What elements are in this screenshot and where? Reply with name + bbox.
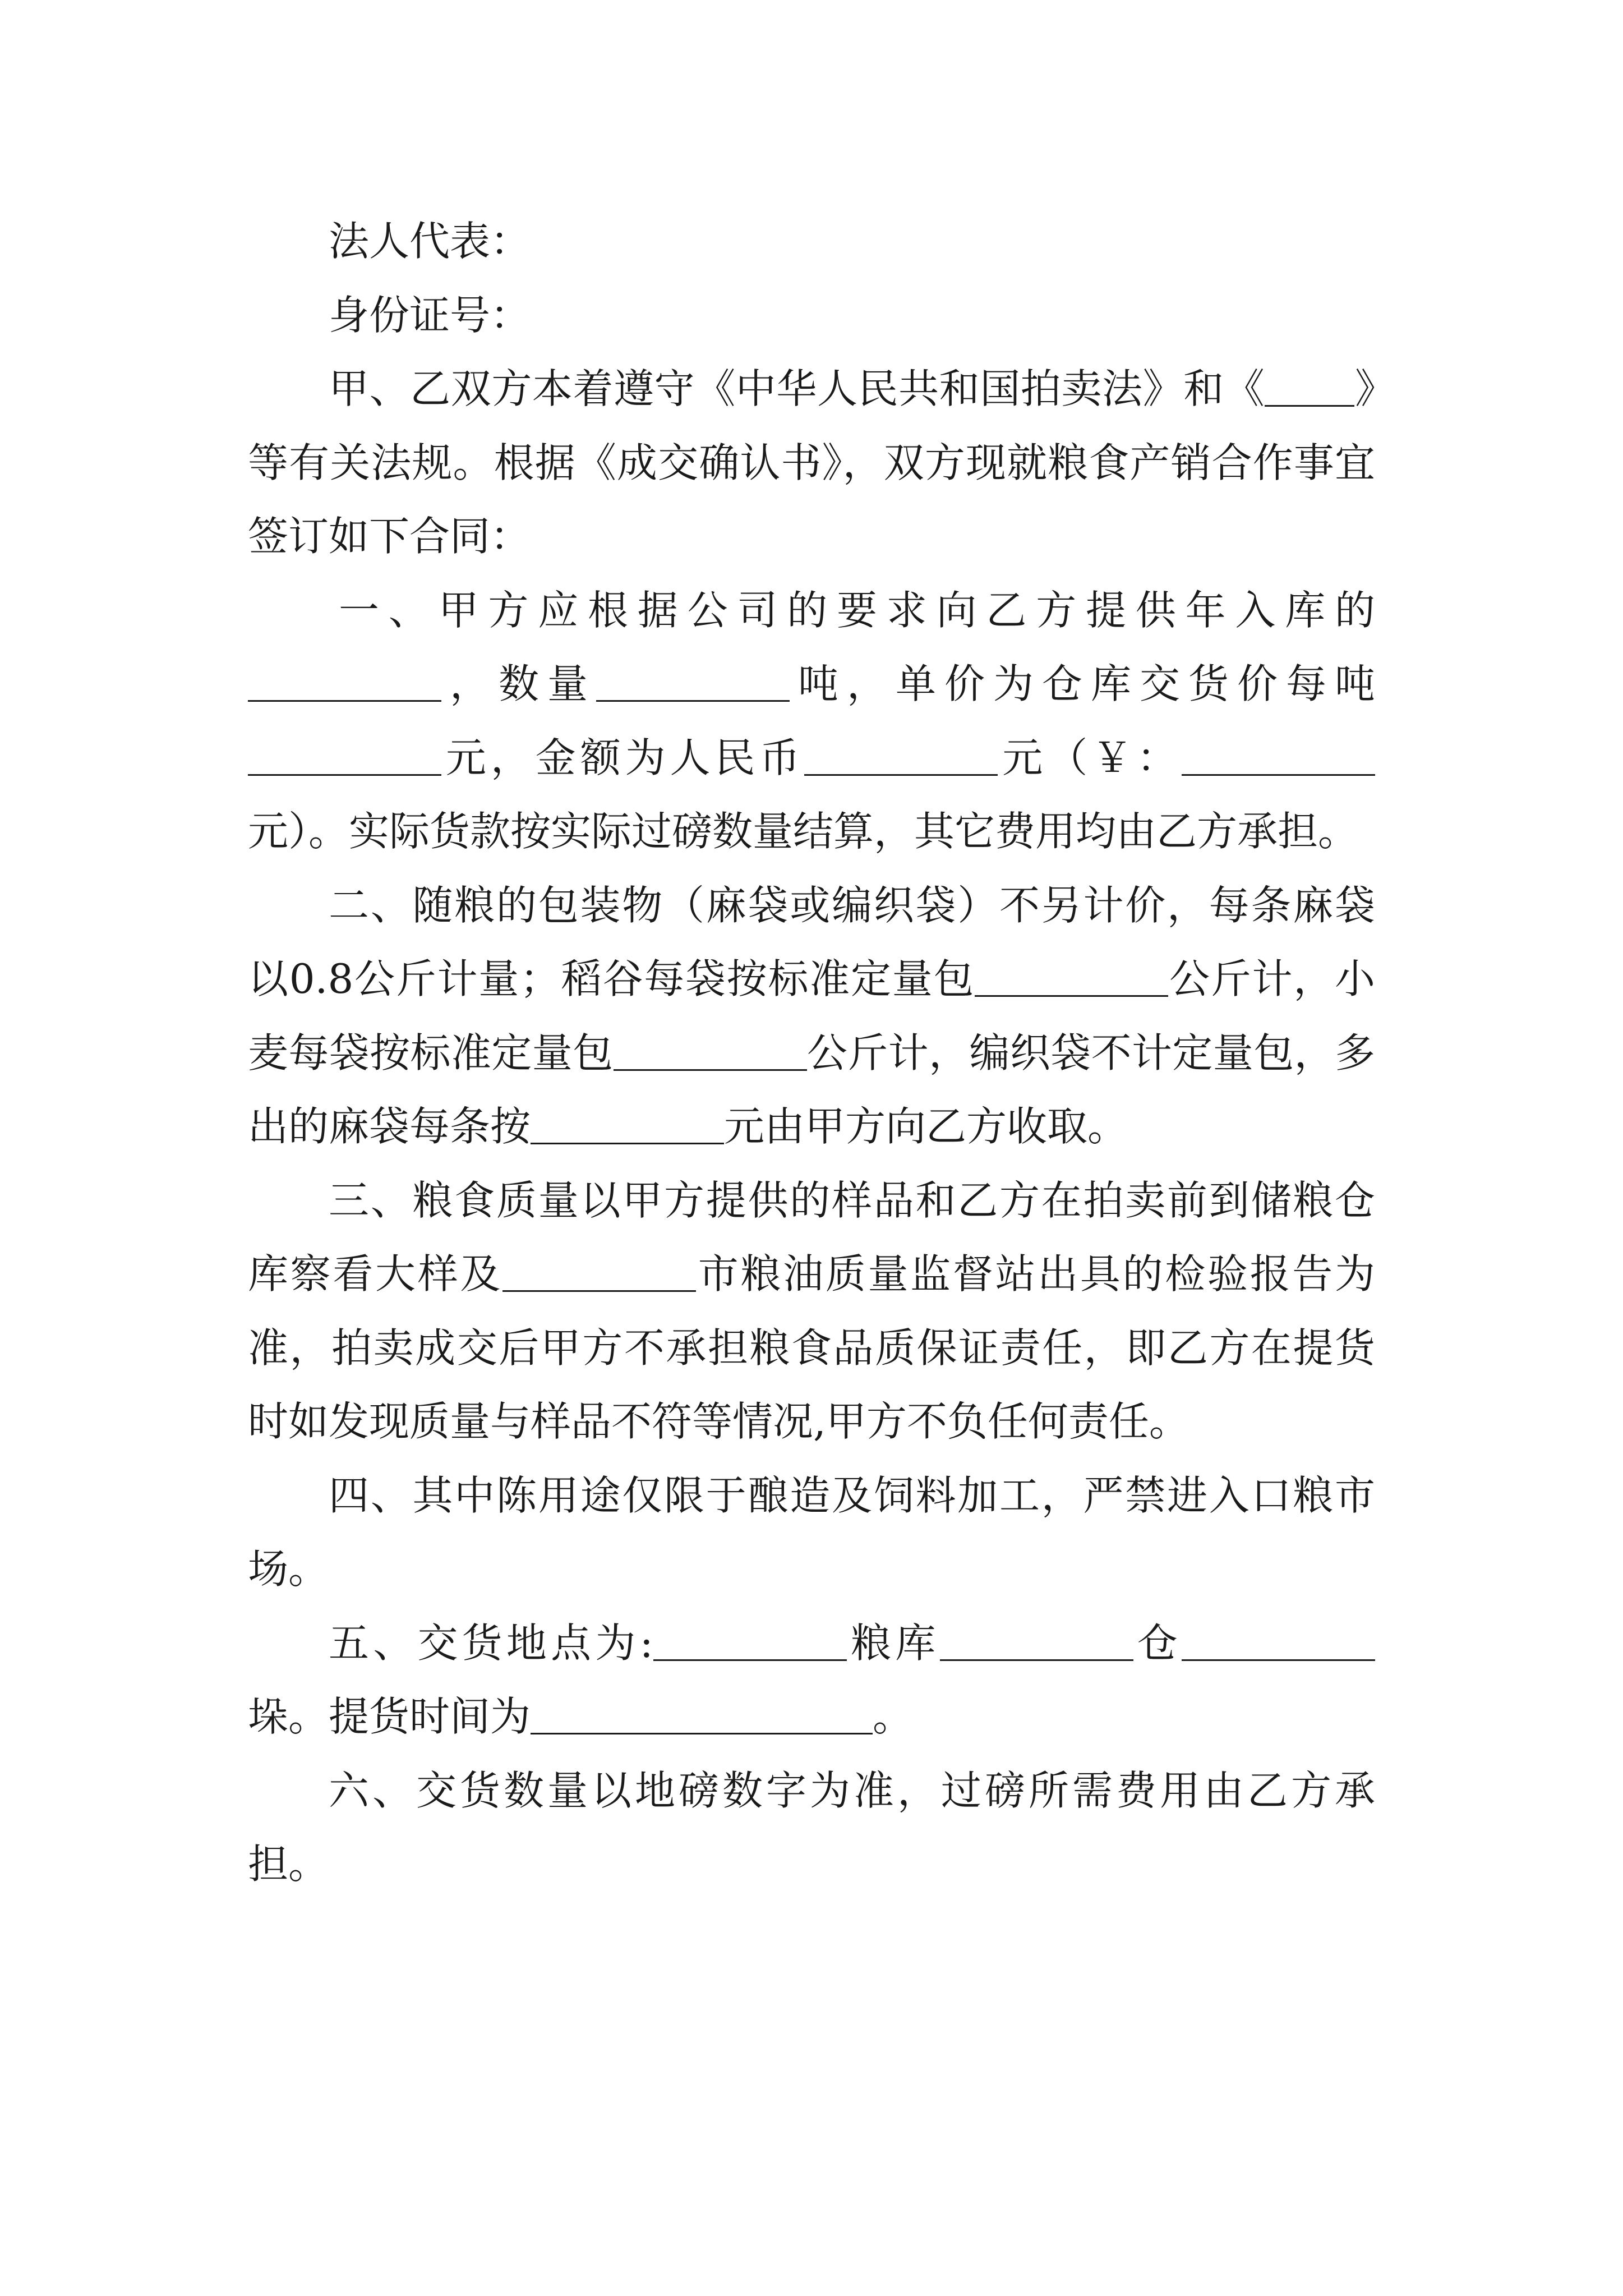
clause-2-text-d: 元由甲方向乙方收取。 (724, 1103, 1128, 1150)
quantity-blank (596, 662, 790, 702)
clause-6 (248, 1754, 1375, 1902)
clause-6-text: 六、交货数量以地磅数字为准，过磅所需费用由乙方承担。 (248, 1766, 1375, 1888)
id-number-line (248, 279, 1375, 353)
clause-1-text-e: 元（￥： (998, 734, 1182, 781)
intro-text-2: 》等有关法规。根据《成交确认书》，双方现就粮食产销合作事宜签订如下合同： (248, 365, 1375, 560)
clause-3 (248, 1164, 1375, 1459)
clause-1 (248, 574, 1375, 869)
city-name-blank (502, 1252, 696, 1292)
clause-1-text-b: ，数量 (441, 660, 596, 707)
clause-1-text-c: 吨，单价为仓库交货价每吨 (790, 660, 1375, 707)
clause-5-text-a: 五、交货地点为: (329, 1619, 653, 1667)
clause-2 (248, 869, 1375, 1164)
clause-2-text-b: 公斤计，小麦每袋按标准定量包 (248, 955, 1375, 1076)
clause-3-text-b: 市粮油质量监督站出具的检验报告为准，拍卖成交后甲方不承担粮食品质保证责任，即乙方在提货时如发现质量与样品不符等情况,甲方不负任何责任。 (248, 1250, 1375, 1445)
amount-yuan-blank (1182, 735, 1375, 775)
intro-text-1: 甲、乙双方本着遵守《中华人民共和国拍卖法》和《 (329, 365, 1265, 412)
clause-5-text-e: 。 (873, 1693, 914, 1740)
pickup-time-blank (531, 1695, 873, 1734)
clause-1-text-a: 一、甲方应根据公司的要求向乙方提供年入库的 (339, 586, 1375, 634)
extra-sack-price-blank (531, 1105, 724, 1144)
stack-blank (1182, 1621, 1375, 1660)
unit-price-blank (248, 735, 441, 775)
law-name-blank (1265, 367, 1354, 407)
clause-1-text-f: 元）。实际货款按实际过磅数量结算，其它费用均由乙方承担。 (248, 808, 1359, 855)
clause-4 (248, 1459, 1375, 1607)
legal-rep-line (248, 205, 1375, 279)
clause-2-text-c: 公斤计，编织袋不计定量包，多出的麻袋每条按 (248, 1029, 1375, 1150)
wheat-weight-blank (614, 1030, 807, 1070)
clause-5-text-d: 垛。提货时间为 (248, 1693, 531, 1740)
clause-2-text-a: 二、随粮的包装物（麻袋或编织袋）不另计价，每条麻袋以0.8公斤计量；稻谷每袋按标准定量包 (248, 881, 1375, 1002)
clause-1-text-d: 元，金额为人民币 (441, 734, 805, 781)
id-number-label: 身份证号： (329, 291, 531, 339)
intro-paragraph (248, 352, 1375, 574)
granary-blank (653, 1621, 847, 1660)
rice-weight-blank (975, 957, 1168, 997)
grain-type-blank (248, 662, 441, 702)
legal-rep-label: 法人代表： (329, 218, 531, 265)
clause-5-text-b: 粮库 (846, 1619, 940, 1667)
contract-page (248, 205, 1375, 1902)
clause-5 (248, 1607, 1375, 1754)
warehouse-blank (940, 1621, 1133, 1660)
clause-5-text-c: 仓 (1133, 1619, 1182, 1667)
clause-4-text: 四、其中陈用途仅限于酿造及饲料加工，严禁进入口粮市场。 (248, 1471, 1375, 1593)
amount-rmb-blank (804, 735, 998, 775)
clause-3-text-a: 三、粮食质量以甲方提供的样品和乙方在拍卖前到储粮仓库察看大样及 (248, 1176, 1375, 1297)
